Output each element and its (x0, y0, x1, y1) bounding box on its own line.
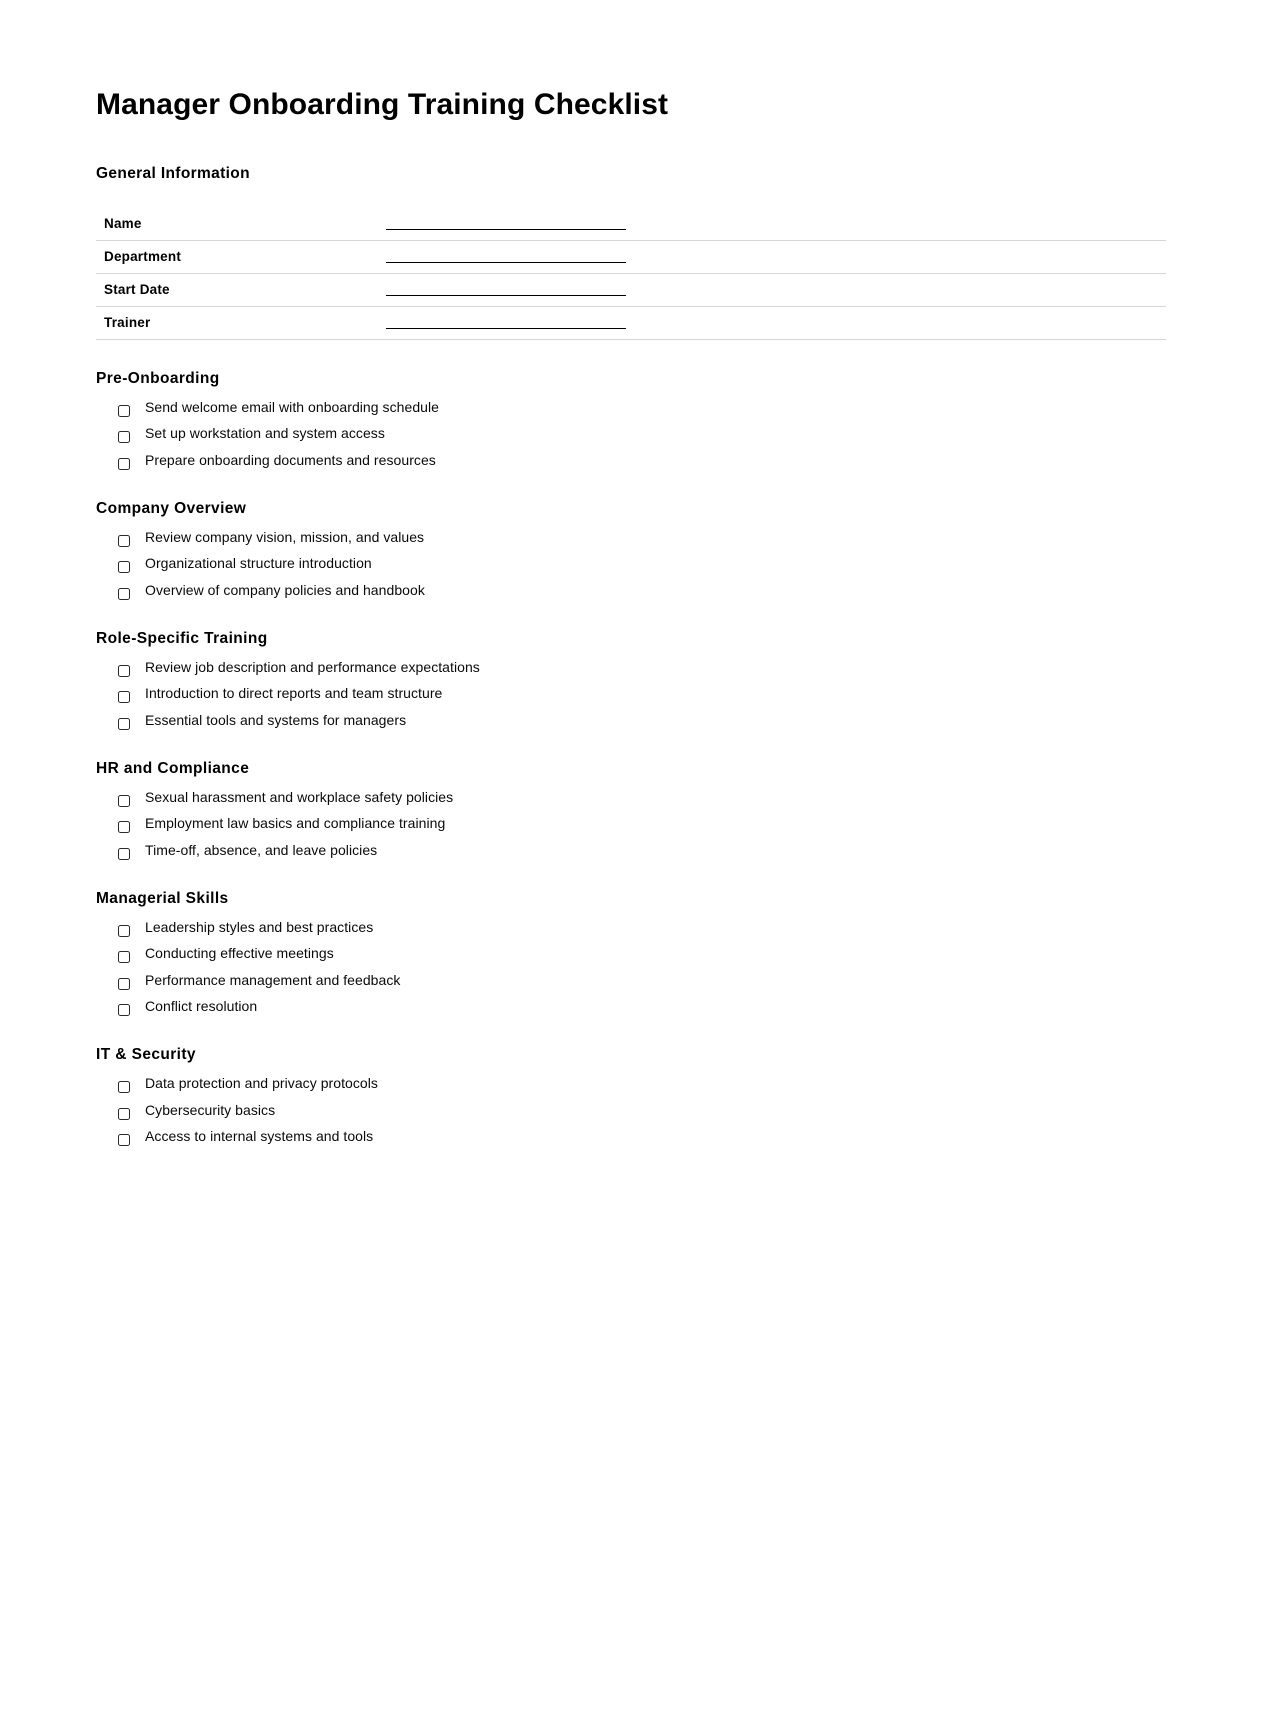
checklist-section (96, 1046, 1160, 1146)
checkbox-icon[interactable] (118, 795, 130, 807)
general-information-table (96, 208, 1166, 340)
list-item[interactable] (96, 788, 1160, 807)
list-item[interactable] (96, 918, 1160, 937)
checklist-item-label: Overview of company policies and handbook (145, 581, 425, 598)
checklist-item-label: Organizational structure introduction (145, 555, 372, 571)
list-item[interactable] (96, 451, 1160, 470)
checklist-section (96, 500, 1160, 600)
checklist-item-label: Time-off, absence, and leave policies (145, 841, 378, 858)
list-item[interactable] (96, 581, 1160, 600)
section-heading: Company Overview (96, 499, 247, 517)
checkbox-icon[interactable] (118, 431, 130, 443)
table-row (96, 306, 1166, 339)
list-item[interactable] (96, 1101, 1160, 1120)
checklist-section (96, 890, 1160, 1017)
field-input-line[interactable] (386, 229, 626, 230)
field-label: Name (104, 216, 142, 231)
checklist-items (96, 398, 1160, 470)
checkbox-icon[interactable] (118, 848, 130, 860)
page-title: Manager Onboarding Training Checklist (96, 88, 669, 121)
checklist-item-label: Access to internal systems and tools (145, 1128, 374, 1144)
list-item[interactable] (96, 1074, 1160, 1093)
table-row (96, 208, 1166, 241)
checklist-items (96, 658, 1160, 730)
checkbox-icon[interactable] (118, 535, 130, 547)
list-item[interactable] (96, 528, 1160, 547)
checklist-items (96, 788, 1160, 860)
list-item[interactable] (96, 997, 1160, 1016)
checkbox-icon[interactable] (118, 405, 130, 417)
general-information-table-body (96, 208, 1166, 340)
list-item[interactable] (96, 841, 1160, 860)
field-value-cell (380, 273, 1166, 306)
checklist-items (96, 528, 1160, 600)
section-heading: Pre-Onboarding (96, 369, 220, 387)
checkbox-icon[interactable] (118, 718, 130, 730)
checklist-item-label: Cybersecurity basics (145, 1101, 276, 1118)
checklist-item-label: Essential tools and systems for managers (145, 711, 407, 728)
document-content (96, 88, 1160, 1154)
list-item[interactable] (96, 658, 1160, 677)
checklist-item-label: Leadership styles and best practices (145, 918, 374, 935)
list-item[interactable] (96, 971, 1160, 990)
field-label: Trainer (104, 315, 151, 330)
checklist-item-label: Review company vision, mission, and values (145, 528, 425, 545)
table-row (96, 240, 1166, 273)
section-heading: Managerial Skills (96, 889, 229, 907)
section-heading: IT & Security (96, 1046, 196, 1063)
checklist-item-label: Conflict resolution (145, 998, 258, 1014)
checklist-item-label: Prepare onboarding documents and resources (145, 451, 436, 468)
checklist-item-label: Review job description and performance expectations (145, 658, 480, 675)
checklist-item-label: Employment law basics and compliance training (145, 815, 446, 831)
field-input-line[interactable] (386, 328, 626, 329)
list-item[interactable] (96, 1127, 1160, 1146)
checklist-items (96, 918, 1160, 1017)
checkbox-icon[interactable] (118, 588, 130, 600)
checkbox-icon[interactable] (118, 978, 130, 990)
checklist-section (96, 370, 1160, 470)
section-heading: Role-Specific Training (96, 629, 268, 647)
checklist-items (96, 1074, 1160, 1146)
checklist-section (96, 630, 1160, 730)
checklist-item-label: Conducting effective meetings (145, 945, 334, 961)
general-information-heading: General Information (96, 164, 250, 182)
checklist-item-label: Performance management and feedback (145, 971, 401, 988)
checkbox-icon[interactable] (118, 458, 130, 470)
list-item[interactable] (96, 944, 1160, 963)
field-label: Department (104, 249, 182, 264)
section-heading: HR and Compliance (96, 759, 250, 777)
field-label: Start Date (104, 282, 170, 297)
checklist-section (96, 760, 1160, 860)
list-item[interactable] (96, 398, 1160, 417)
checkbox-icon[interactable] (118, 1081, 130, 1093)
field-value-cell (380, 208, 1166, 241)
list-item[interactable] (96, 711, 1160, 730)
checklist-item-label: Sexual harassment and workplace safety policies (145, 788, 454, 805)
checkbox-icon[interactable] (118, 691, 130, 703)
checkbox-icon[interactable] (118, 561, 130, 573)
checkbox-icon[interactable] (118, 925, 130, 937)
checkbox-icon[interactable] (118, 665, 130, 677)
checklist-item-label: Data protection and privacy protocols (145, 1075, 378, 1091)
checkbox-icon[interactable] (118, 1108, 130, 1120)
list-item[interactable] (96, 424, 1160, 443)
checkbox-icon[interactable] (118, 1134, 130, 1146)
field-value-cell (380, 240, 1166, 273)
checklist-item-label: Send welcome email with onboarding schedule (145, 398, 439, 415)
checkbox-icon[interactable] (118, 821, 130, 833)
checkbox-icon[interactable] (118, 1004, 130, 1016)
checklist-item-label: Introduction to direct reports and team structure (145, 685, 443, 701)
table-row (96, 273, 1166, 306)
field-value-cell (380, 306, 1166, 339)
list-item[interactable] (96, 814, 1160, 833)
checklist-item-label: Set up workstation and system access (145, 425, 385, 441)
checklist-sections (96, 370, 1160, 1147)
field-input-line[interactable] (386, 262, 626, 263)
list-item[interactable] (96, 554, 1160, 573)
list-item[interactable] (96, 684, 1160, 703)
checkbox-icon[interactable] (118, 951, 130, 963)
field-input-line[interactable] (386, 295, 626, 296)
